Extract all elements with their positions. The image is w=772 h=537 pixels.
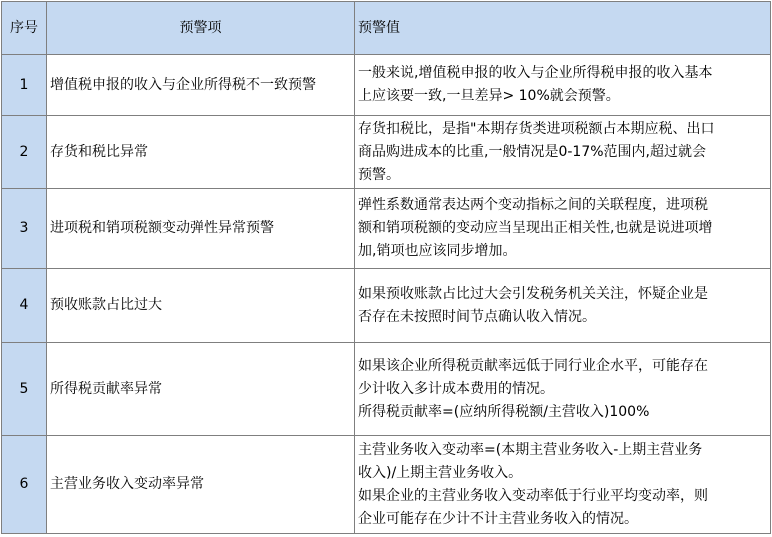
header-value: 预警值 (355, 2, 771, 55)
row-value-line: 弹性系数通常表达两个变动指标之间的关联程度，进项税 (358, 197, 708, 213)
row-item: 所得税贡献率异常 (47, 343, 355, 436)
row-value (355, 55, 771, 116)
row-value-line: 主营业务收入变动率=(本期主营业务收入-上期主营业务 (358, 441, 703, 458)
row-value-line: 所得税贡献率=(应纳所得税额/主营收入)100% (358, 403, 650, 420)
row-item: 存货和税比异常 (47, 116, 355, 189)
row-value (355, 116, 771, 189)
row-seq: 4 (2, 269, 47, 343)
row-item: 主营业务收入变动率异常 (47, 436, 355, 534)
row-item: 增值税申报的收入与企业所得税不一致预警 (47, 55, 355, 116)
row-value-line: 企业可能存在少计不计主营业务收入的情况。 (358, 510, 638, 527)
row-value-line: 少计收入多计成本费用的情况。 (358, 380, 554, 397)
row-value-line: 如果企业的主营业务收入变动率低于行业平均变动率，则 (358, 487, 708, 504)
row-value (355, 343, 771, 436)
row-value-line: 一般来说,增值税申报的收入与企业所得税申报的收入基本 (358, 65, 713, 81)
row-value-line: 存货扣税比，是指"本期存货类进项税额占本期应税、出口 (358, 120, 715, 137)
row-value-line: 预警。 (358, 166, 400, 183)
row-seq: 5 (2, 343, 47, 436)
row-seq: 2 (2, 116, 47, 189)
header-seq: 序号 (2, 2, 47, 55)
row-seq: 1 (2, 55, 47, 116)
row-item: 进项税和销项税额变动弹性异常预警 (47, 189, 355, 269)
row-value-line: 商品购进成本的比重,一般情况是0-17%范围内,超过就会 (358, 143, 706, 160)
row-value-line: 加,销项也应该同步增加。 (358, 243, 517, 259)
header-item: 预警项 (47, 2, 355, 55)
table-header-row (2, 2, 771, 55)
row-value (355, 269, 771, 343)
row-value-line: 收入)/上期主营业务收入。 (358, 464, 523, 481)
row-value (355, 189, 771, 269)
table-row (2, 116, 771, 189)
row-item: 预收账款占比过大 (47, 269, 355, 343)
warning-table (1, 1, 771, 534)
table-row (2, 343, 771, 436)
table-row (2, 269, 771, 343)
table-row (2, 55, 771, 116)
row-value-line: 如果预收账款占比过大会引发税务机关关注，怀疑企业是 (358, 285, 708, 302)
row-seq: 6 (2, 436, 47, 534)
table-row (2, 436, 771, 534)
table-row (2, 189, 771, 269)
row-value-line: 如果该企业所得税贡献率远低于同行业企水平，可能存在 (358, 357, 708, 374)
row-value-line: 否存在未按照时间节点确认收入情况。 (358, 308, 596, 325)
row-value-line: 上应该要一致,一旦差异> 10%就会预警。 (358, 88, 620, 104)
row-seq: 3 (2, 189, 47, 269)
row-value-line: 额和销项税额的变动应当呈现出正相关性,也就是说进项增 (358, 220, 713, 236)
row-value (355, 436, 771, 534)
